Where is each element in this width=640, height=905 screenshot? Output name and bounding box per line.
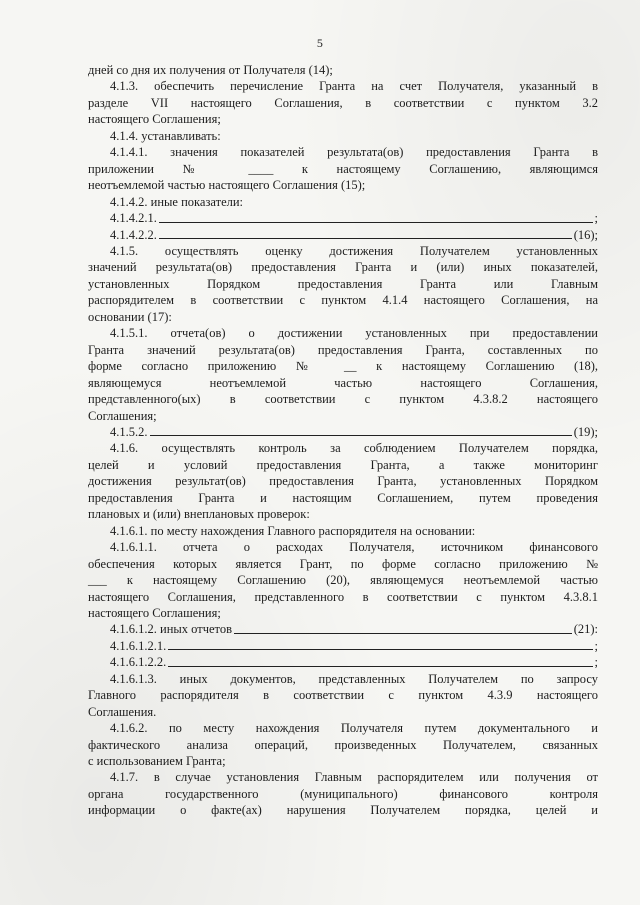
text-line: являющемуся неотъемлемой частью настоящего Соглашения,	[88, 375, 598, 390]
text-line: основании (17):	[88, 309, 172, 324]
text-line: предоставления Гранта и настоящим Соглашением, путем проведения	[88, 490, 598, 505]
text-line: Главного распорядителя в соответствии с пунктом 4.3.9 настоящего	[88, 688, 598, 703]
fill-line-label: 4.1.6.1.2.1.	[110, 638, 167, 653]
fill-line-label: 4.1.5.2.	[110, 424, 148, 439]
text-line: информации о факте(ах) нарушения Получателем порядка, целей и	[88, 803, 598, 818]
fill-line-suffix: (19);	[573, 424, 598, 439]
text-line: значений результата(ов) предоставления Гранта и (или) иных показателей,	[88, 260, 598, 275]
fill-line-suffix: (16);	[573, 227, 598, 242]
text-line: Соглашения;	[88, 408, 157, 423]
text-line: 4.1.3. обеспечить перечисление Гранта на счет Получателя, указанный в	[110, 79, 598, 94]
blank-underline	[168, 665, 592, 667]
blank-fill-line	[88, 210, 598, 226]
blank-fill-line	[88, 227, 598, 243]
text-line: форме согласно приложению № __ к настоящему Соглашению (18),	[88, 359, 598, 374]
text-line: 4.1.4.1. значения показателей результата(ов) предоставления Гранта в	[110, 145, 598, 160]
text-line: достижения результат(ов) предоставления Гранта, установленных Порядком	[88, 474, 598, 489]
text-line: 4.1.6.1.1. отчета о расходах Получателя, источником финансового	[110, 540, 598, 555]
text-line: Гранта значений результата(ов) предоставления Гранта, составленных по	[88, 342, 598, 357]
text-line: 4.1.4. устанавливать:	[110, 128, 221, 143]
text-line: целей и условий предоставления Гранта, а также мониторинг	[88, 457, 598, 472]
text-line: 4.1.4.2. иные показатели:	[110, 194, 244, 209]
blank-underline	[234, 632, 572, 634]
fill-line-label: 4.1.4.2.2.	[110, 227, 157, 242]
text-line: приложении № ____ к настоящему Соглашению, являющимся	[88, 161, 598, 176]
text-line: Соглашения.	[88, 704, 157, 719]
text-line: разделе VII настоящего Соглашения, в соответствии с пунктом 3.2	[88, 95, 598, 110]
fill-line-label: 4.1.6.1.2. иных отчетов	[110, 622, 232, 637]
text-line: ___ к настоящему Соглашению (20), являющемуся неотъемлемой частью	[88, 573, 598, 588]
text-line: настоящего Соглашения;	[88, 605, 221, 620]
text-line: представленного(ых) в соответствии с пунктом 4.3.8.2 настоящего	[88, 392, 598, 407]
text-line: обеспечения которых является Грант, по форме согласно приложению №	[88, 556, 598, 571]
blank-underline	[159, 221, 593, 223]
text-line: плановых и (или) внеплановых проверок:	[88, 507, 310, 522]
page-number: 5	[316, 36, 324, 50]
text-line: 4.1.6.2. по месту нахождения Получателя путем документального и	[110, 721, 598, 736]
text-line: органа государственного (муниципального) финансового контроля	[88, 786, 598, 801]
text-line: дней со дня их получения от Получателя (14);	[88, 63, 333, 77]
text-line: 4.1.6. осуществлять контроль за соблюдением Получателем порядка,	[110, 441, 598, 456]
text-line: настоящего Соглашения, представленного в соответствии с пунктом 4.3.8.1	[88, 589, 598, 604]
blank-underline	[150, 434, 572, 436]
fill-line-suffix: ;	[594, 655, 598, 670]
text-line: с использованием Гранта;	[88, 754, 226, 769]
blank-fill-line	[88, 424, 598, 440]
text-line: неотъемлемой частью настоящего Соглашения (15);	[88, 178, 366, 193]
blank-fill-line	[88, 621, 598, 637]
document-body	[88, 62, 598, 819]
text-line: настоящего Соглашения;	[88, 112, 221, 127]
fill-line-suffix: (21):	[573, 622, 598, 637]
fill-line-label: 4.1.4.2.1.	[110, 211, 157, 226]
fill-line-label: 4.1.6.1.2.2.	[110, 655, 167, 670]
text-line: 4.1.7. в случае установления Главным распорядителем или получения от	[110, 770, 598, 785]
fill-line-suffix: ;	[594, 211, 598, 226]
text-line: фактического анализа операций, произведенных Получателем, связанных	[88, 737, 598, 752]
blank-fill-line	[88, 654, 598, 670]
text-line: 4.1.5. осуществлять оценку достижения Получателем установленных	[110, 243, 598, 258]
text-line: установленных Порядком предоставления Гранта или Главным	[88, 276, 598, 291]
text-line: 4.1.6.1.3. иных документов, представленных Получателем по запросу	[110, 671, 598, 686]
fill-line-suffix: ;	[594, 638, 598, 653]
text-line: распорядителем в соответствии с пунктом 4.1.4 настоящего Соглашения, на	[88, 293, 598, 308]
text-line: 4.1.5.1. отчета(ов) о достижении установленных при предоставлении	[110, 326, 598, 341]
text-line: 4.1.6.1. по месту нахождения Главного распорядителя на основании:	[110, 523, 476, 538]
blank-underline	[159, 237, 572, 239]
blank-fill-line	[88, 638, 598, 654]
blank-underline	[168, 648, 592, 650]
